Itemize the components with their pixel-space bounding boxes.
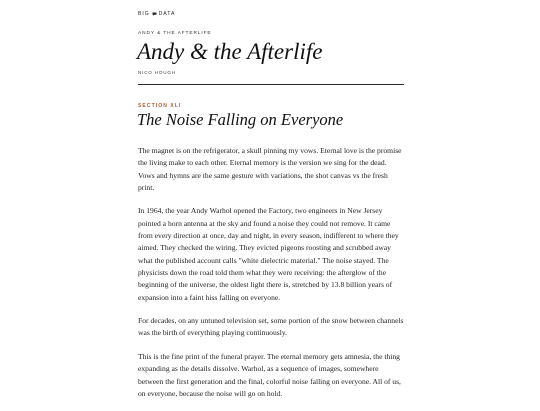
section-label: SECTION XLI — [138, 103, 182, 109]
site-logo-left: BIG — [138, 11, 150, 17]
article-body — [138, 145, 404, 411]
book-title: Andy & the Afterlife — [137, 39, 323, 64]
section-title: The Noise Falling on Everyone — [137, 110, 344, 129]
speech-bubble-icon — [152, 12, 157, 16]
site-logo[interactable] — [138, 11, 175, 17]
series-name: ANDY & THE AFTERLIFE — [138, 31, 212, 36]
paragraph: This is the fine print of the funeral prayer. The eternal memory gets amnesia, the thing expanding as the details dissolve. Warhol, as a sequence of images, somewhere between the first generation and the final, colorful noise falling on everyone. All of us, on everyone, because the noise will go on hold. — [138, 351, 401, 398]
author-name: NICO HOUGH — [138, 70, 176, 75]
site-logo-right: DATA — [158, 11, 176, 17]
header-divider — [138, 84, 404, 85]
paragraph: In 1964, the year Andy Warhol opened the Factory, two engineers in New Jersey pointed a horn antenna at the sky and found a noise they could not remove. It came from every direction at once, day and night, in every season, indifferent to where they aimed. They checked the wiring. They evicted pigeons roosting and scrubbed away what the published account calls "white dielectric material." The noise stayed. The physicists down the road told them what they were receiving: the afterglow of the beginning of the universe, the oldest light there is, stretched by 13.8 billion years of expansion into a faint hiss falling on everyone. — [138, 206, 399, 302]
paragraph: The magnet is on the refrigerator, a skull pinning my vows. Eternal love is the promise the living make to each other. Eternal memory is the version we sing for the dead. Vows and hymns are the same gesture with variations, the shot canvas vs the fresh print. — [138, 146, 402, 193]
paragraph: For decades, on any untuned television set, some portion of the snow between channels was the birth of everything playing continuously. — [138, 316, 404, 338]
